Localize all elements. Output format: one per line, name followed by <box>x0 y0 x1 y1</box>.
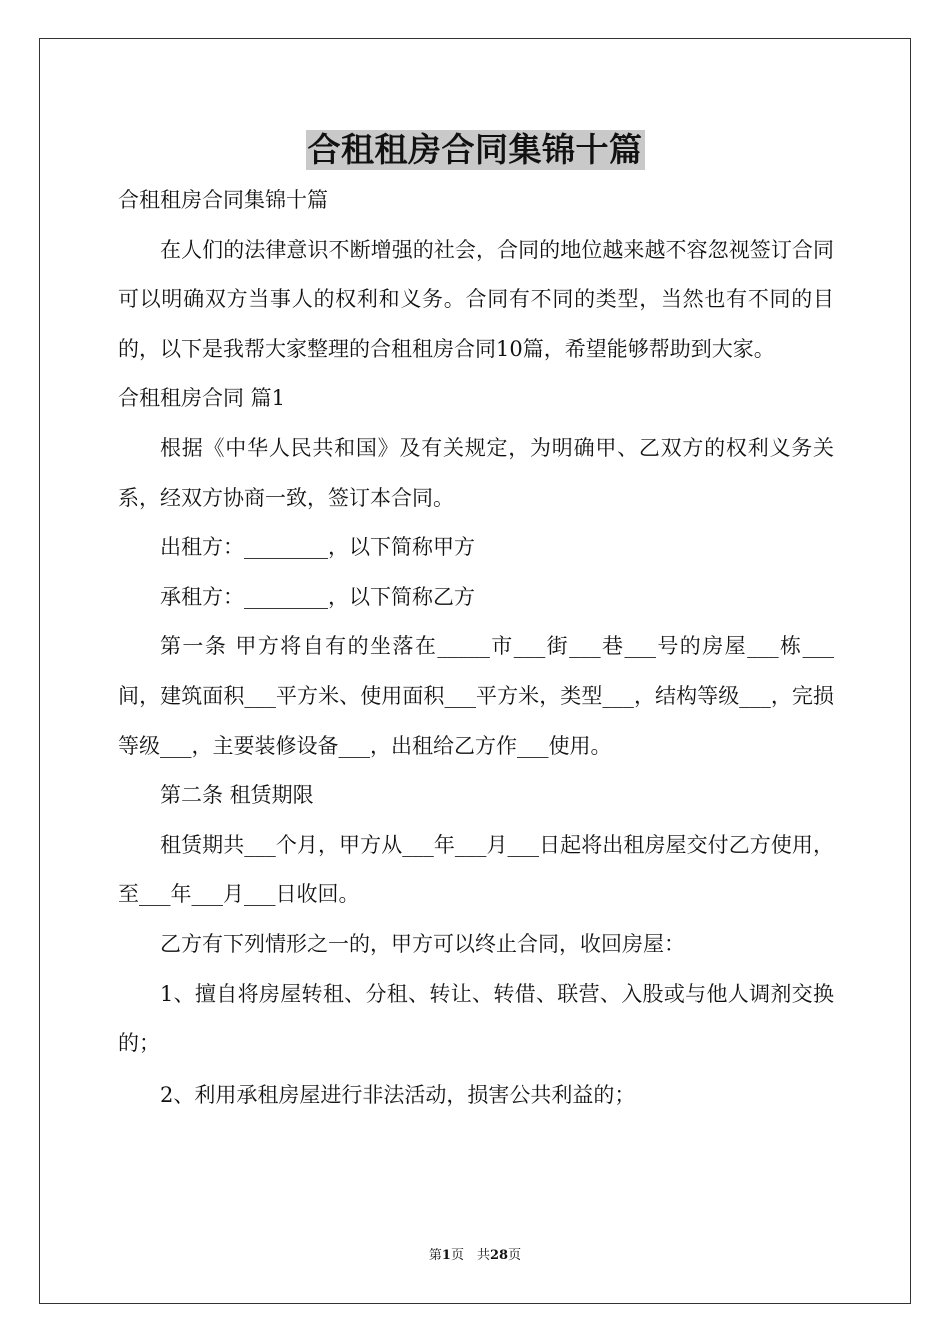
page-footer <box>0 1246 950 1266</box>
lease-term-paragraph: 租赁期共___个月，甲方从___年___月___日起将出租房屋交付乙方使用，至___年___月___日收回。 <box>118 832 834 907</box>
document-body <box>118 176 834 1120</box>
article-2-heading: 第二条 租赁期限 <box>160 783 314 808</box>
document-title: 合租租房合同集锦十篇 <box>307 130 643 169</box>
intro-paragraph: 在人们的法律意识不断增强的社会，合同的地位越来越不容忽视签订合同可以明确双方当事人的权利和义务。合同有不同的类型，当然也有不同的目的，以下是我帮大家整理的合租租房合同10篇，希望能够帮助到大家。 <box>118 237 834 361</box>
list-item: 1、擅自将房屋转租、分租、转让、转借、联营、入股或与他人调剂交换的； <box>118 981 834 1056</box>
footer-page-total: 28 <box>489 1248 509 1263</box>
subtitle-paragraph: 合租租房合同集锦十篇 <box>118 188 328 212</box>
footer-mid: 页 共 <box>450 1248 490 1263</box>
footer-page-number: 1 <box>441 1248 451 1263</box>
list-item: 2、利用承租房屋进行非法活动，损害公共利益的； <box>160 1082 636 1107</box>
section-heading: 合租租房合同 篇1 <box>118 386 286 411</box>
article-1-paragraph: 第一条 甲方将自有的坐落在_____市___街___巷___号的房屋___栋___间，建筑面积___平方米、使用面积___平方米，类型___，结构等级___，完损等级___，主要装修设备___，出租给乙方作___使用。 <box>118 634 834 758</box>
title-container <box>0 130 950 170</box>
lessee-line: 承租方：________，以下简称乙方 <box>160 584 475 609</box>
footer-prefix: 第 <box>428 1248 442 1263</box>
lessor-line: 出租方：________，以下简称甲方 <box>160 535 475 560</box>
body-paragraph: 根据《中华人民共和国》及有关规定，为明确甲、乙双方的权利义务关系，经双方协商一致，签订本合同。 <box>118 435 834 510</box>
termination-paragraph: 乙方有下列情形之一的，甲方可以终止合同，收回房屋： <box>160 931 685 956</box>
footer-suffix: 页 <box>508 1248 522 1263</box>
